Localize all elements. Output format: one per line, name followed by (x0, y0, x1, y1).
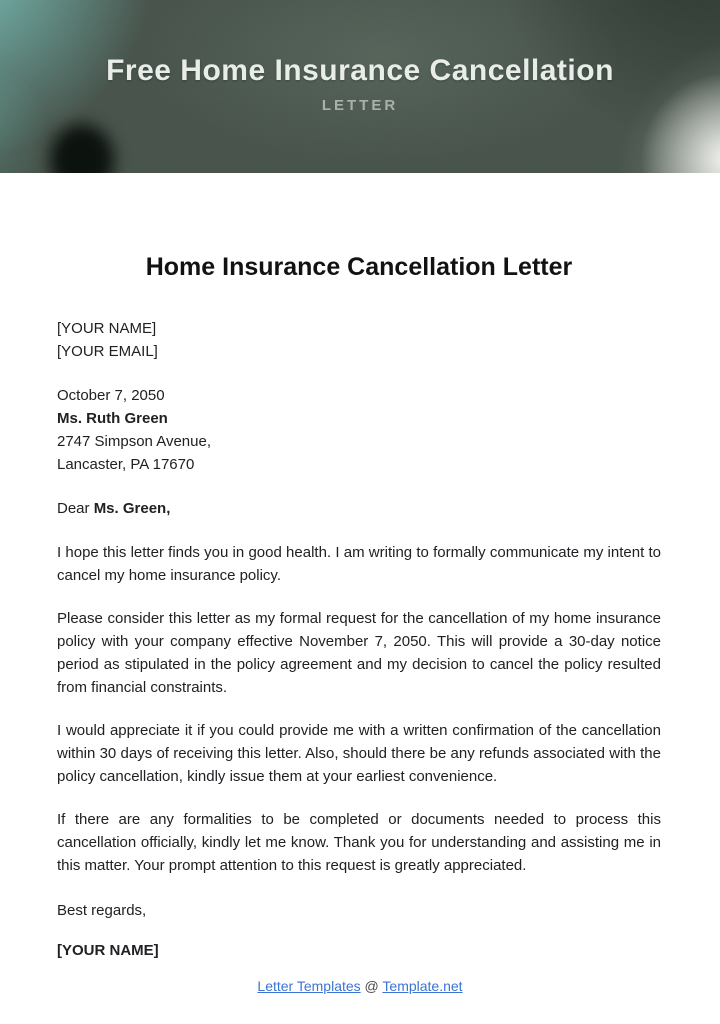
sender-email-placeholder: [YOUR EMAIL] (57, 343, 158, 360)
salutation (57, 497, 661, 520)
letter-document (0, 253, 720, 962)
recipient-address-line2: Lancaster, PA 17670 (57, 456, 195, 473)
recipient-name: Ms. Ruth Green (57, 410, 168, 427)
letter-paragraph-2: Please consider this letter as my formal request for the cancellation of my home insurance policy with your company effective November 7, 2050. This will provide a 30-day notice period as stipulated in the policy agreement and my decision to cancel the policy resulted from financial constraints. (57, 610, 661, 696)
letter-paragraph-1: I hope this letter finds you in good health. I am writing to formally communicate my intent to cancel my home insurance policy. (57, 544, 661, 584)
banner-title: Free Home Insurance Cancellation (106, 54, 614, 87)
letter-templates-link[interactable]: Letter Templates (257, 978, 361, 994)
letter-paragraph-4: If there are any formalities to be completed or documents needed to process this cancellation officially, kindly let me know. Thank you for understanding and assisting me in this matter. Your prompt attention to this request is greatly appreciated. (57, 811, 661, 874)
banner-text-group (0, 54, 720, 114)
letter-date: October 7, 2050 (57, 387, 165, 404)
footer (0, 976, 720, 1024)
sender-block (57, 317, 661, 363)
signature-placeholder: [YOUR NAME] (57, 942, 159, 959)
letter-title: Home Insurance Cancellation Letter (145, 253, 573, 281)
closing: Best regards, (57, 902, 147, 919)
salutation-recipient-name: Ms. Green, (93, 500, 171, 517)
footer-separator: @ (364, 978, 379, 994)
recipient-address-line1: 2747 Simpson Avenue, (57, 433, 212, 450)
recipient-block (57, 384, 661, 476)
sender-name-placeholder: [YOUR NAME] (57, 320, 157, 337)
banner (0, 0, 720, 173)
salutation-prefix: Dear (57, 500, 94, 517)
letter-paragraph-3: I would appreciate it if you could provide me with a written confirmation of the cancellation within 30 days of receiving this letter. Also, should there be any refunds associated with the policy cancellation, kindly issue them at your earliest convenience. (57, 722, 661, 785)
banner-dark-spot-decoration (50, 124, 114, 173)
banner-subtitle: LETTER (321, 97, 399, 114)
template-net-link[interactable]: Template.net (382, 978, 463, 994)
